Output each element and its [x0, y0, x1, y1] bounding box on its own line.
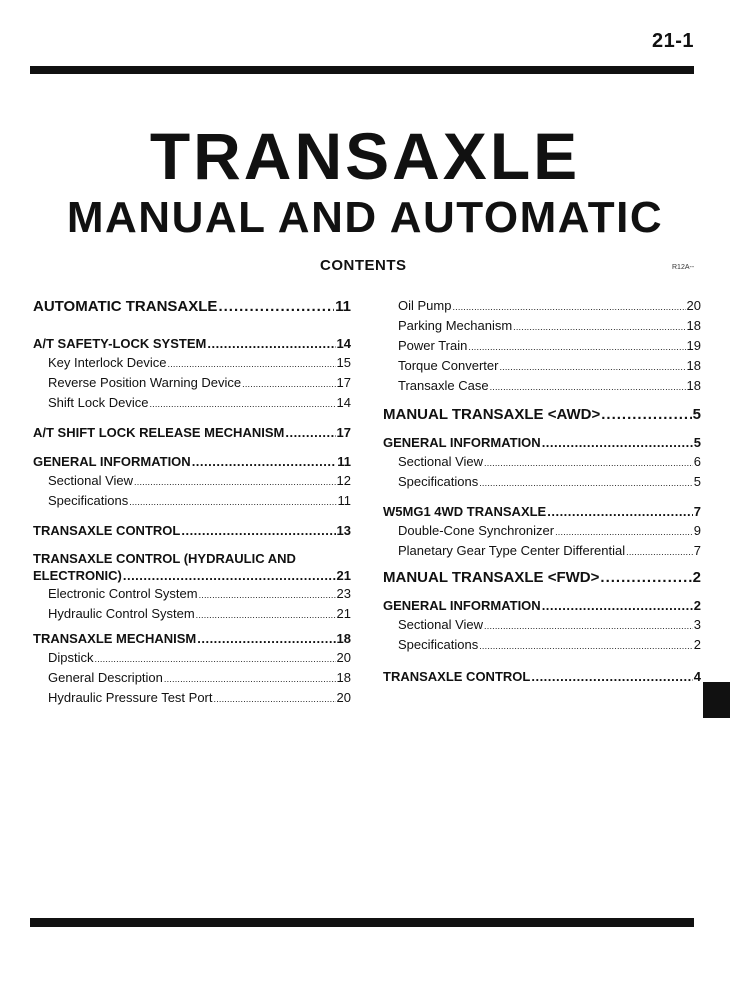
page-number: 21-1 [651, 30, 694, 52]
toc-subentry[interactable]: Power Train ..... 19 [383, 336, 701, 356]
document-subtitle: MANUAL AND AUTOMATIC [66, 193, 664, 242]
toc-entry-transaxle-control-hydraulic[interactable]: TRANSAXLE CONTROL (HYDRAULIC AND ELECTRONIC) ..... 21 [33, 550, 351, 584]
toc-subentry[interactable]: Reverse Position Warning Device ..... 17 [33, 373, 351, 393]
toc-subentry[interactable]: Sectional View ..... 6 [383, 452, 701, 472]
toc-subentry[interactable]: Torque Converter ..... 18 [383, 356, 701, 376]
toc-subentry[interactable]: Double-Cone Synchronizer ..... 9 [383, 521, 701, 541]
toc-entry-w5mg1-4wd-transaxle[interactable]: W5MG1 4WD TRANSAXLE ..... 7 [383, 503, 701, 521]
top-rule [30, 66, 694, 74]
toc-subentry[interactable]: Sectional View ..... 12 [33, 471, 351, 491]
chapter-thumb-tab [703, 682, 730, 718]
toc-entry-general-information-awd[interactable]: GENERAL INFORMATION ..... 5 [383, 434, 701, 452]
toc-subentry[interactable]: Specifications ..... 5 [383, 472, 701, 492]
toc-subentry[interactable]: Dipstick ..... 20 [33, 648, 351, 668]
toc-right-column [383, 296, 701, 686]
toc-section-manual-awd[interactable]: MANUAL TRANSAXLE <AWD> ..... 5 [383, 404, 701, 426]
toc-entry-general-information-fwd[interactable]: GENERAL INFORMATION ..... 2 [383, 597, 701, 615]
toc-entry-transaxle-control[interactable]: TRANSAXLE CONTROL ..... 13 [33, 522, 351, 540]
reference-code: R12A-- [672, 264, 695, 271]
toc-subentry[interactable]: Hydraulic Control System ..... 21 [33, 604, 351, 624]
toc-subentry[interactable]: Electronic Control System ..... 23 [33, 584, 351, 604]
toc-entry-general-information[interactable]: GENERAL INFORMATION ..... 11 [33, 453, 351, 471]
toc-subentry[interactable]: Hydraulic Pressure Test Port ..... 20 [33, 688, 351, 708]
bottom-rule [30, 918, 694, 927]
toc-subentry[interactable]: General Description ..... 18 [33, 668, 351, 688]
toc-subentry[interactable]: Key Interlock Device ..... 15 [33, 353, 351, 373]
toc-entry-transaxle-mechanism[interactable]: TRANSAXLE MECHANISM ..... 18 [33, 630, 351, 648]
toc-subentry[interactable]: Transaxle Case ..... 18 [383, 376, 701, 396]
toc-section-manual-fwd[interactable]: MANUAL TRANSAXLE <FWD> ..... 2 [383, 567, 701, 589]
toc-subentry[interactable]: Sectional View ..... 3 [383, 615, 701, 635]
toc-subentry[interactable]: Specifications ..... 11 [33, 491, 351, 511]
document-title: TRANSAXLE [149, 119, 581, 193]
toc-subentry[interactable]: Parking Mechanism ..... 18 [383, 316, 701, 336]
toc-subentry[interactable]: Oil Pump ..... 20 [383, 296, 701, 316]
toc-entry-transaxle-control-fwd[interactable]: TRANSAXLE CONTROL ..... 4 [383, 668, 701, 686]
toc-entry-safety-lock-system[interactable]: A/T SAFETY-LOCK SYSTEM ..... 14 [33, 335, 351, 353]
toc-subentry[interactable]: Planetary Gear Type Center Differential ..... 7 [383, 541, 701, 561]
contents-heading: CONTENTS [320, 257, 407, 274]
toc-entry-shift-lock-release[interactable]: A/T SHIFT LOCK RELEASE MECHANISM ..... 17 [33, 424, 351, 442]
toc-subentry[interactable]: Shift Lock Device ..... 14 [33, 393, 351, 413]
toc-entry-label-line1: TRANSAXLE CONTROL (HYDRAULIC AND [33, 551, 296, 566]
toc-subentry[interactable]: Specifications ..... 2 [383, 635, 701, 655]
toc-left-column [33, 296, 351, 708]
toc-section-automatic-transaxle[interactable]: AUTOMATIC TRANSAXLE ..... 11 [33, 296, 351, 318]
